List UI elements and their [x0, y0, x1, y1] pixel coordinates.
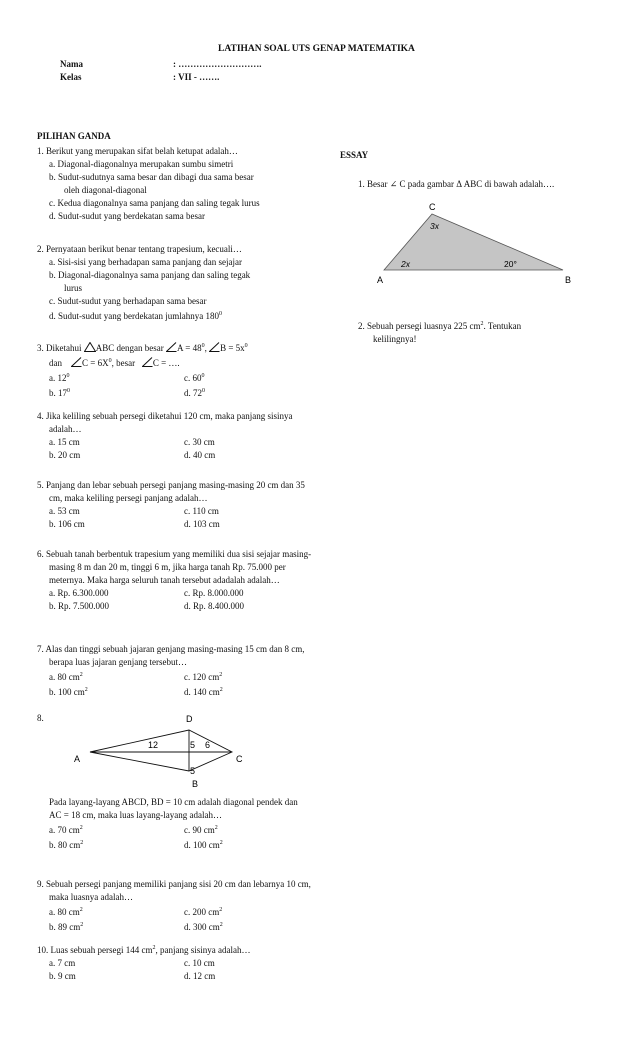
q9-option-c-text: c. 200 cm [184, 907, 220, 917]
q10-option-a: a. 7 cm [49, 958, 76, 968]
squared-sup: 2 [219, 922, 223, 928]
question-1-stem: 1. Berikut yang merupakan sifat belah ketupat adalah… [37, 146, 238, 156]
angle-icon [71, 357, 82, 367]
triangle-label-c: C [429, 202, 436, 212]
q3-option-b-text: b. 17 [49, 388, 67, 398]
question-5 [37, 479, 312, 531]
q3-text-2: ABC dengan besar [95, 343, 164, 353]
angle-c-label: 3x [430, 221, 439, 231]
q1-option-b: b. Sudut-sudutnya sama besar dan dibagi dua sama besar [49, 172, 254, 182]
q3-option-a [49, 370, 184, 385]
angle-a-label: 2x [401, 259, 410, 269]
question-4-stem: 4. Jika keliling sebuah persegi diketahui 120 cm, maka panjang sisinya adalah… [37, 411, 293, 434]
triangle-label-b: B [565, 275, 572, 285]
q9-option-a-text: a. 80 cm [49, 907, 80, 917]
q3-option-c [184, 370, 324, 385]
kite-length-12: 12 [148, 740, 159, 750]
essay-1-text: 1. Besar ∠ C pada gambar Δ ABC di bawah adalah…. [358, 179, 555, 189]
q7-option-a-text: a. 80 cm [49, 672, 80, 682]
kite-figure [60, 712, 260, 787]
question-6-stem: 6. Sebuah tanah berbentuk trapesium yang memiliki dua sisi sejajar masing-masing 8 m dan 20 m, tinggi 6 m, jika harga tanah Rp. 75.000 per meternya. Maka harga seluruh tanah tersebut adadalah adalah… [37, 549, 312, 585]
q8-option-a-text: a. 70 cm [49, 825, 80, 835]
degree-sup: 0 [108, 358, 112, 364]
q8-option-d [184, 837, 324, 852]
question-6 [37, 548, 312, 613]
q3-option-c-text: c. 60 [184, 373, 202, 383]
angle-icon [142, 357, 153, 367]
question-9-stem: 9. Sebuah persegi panjang memiliki panjang sisi 20 cm dan lebarnya 10 cm, maka luasnya adalah… [37, 879, 311, 902]
question-2-stem: 2. Pernyataan berikut benar tentang trapesium, kecuali… [37, 244, 242, 254]
squared-sup: 2 [79, 907, 83, 913]
degree-sup: 0 [201, 373, 205, 379]
q9-option-d [184, 919, 324, 934]
q2-option-d-text: d. Sudut-sudut yang berdekatan jumlahnya 180 [49, 311, 219, 321]
squared-sup: 2 [79, 825, 83, 831]
q3-line-2 [37, 355, 312, 370]
angle-b-label: 20° [504, 259, 517, 269]
question-8-stem: Pada layang-layang ABCD, BD = 10 cm adalah diagonal pendek dan AC = 18 cm, maka luas layang-layang adalah… [49, 797, 298, 820]
q3-text-1: 3. Diketahui [37, 343, 82, 353]
class-label: Kelas [60, 72, 82, 82]
q5-option-c: c. 110 cm [184, 506, 219, 516]
triangle-figure [370, 200, 590, 290]
q3-option-d-text: d. 72 [184, 388, 202, 398]
q7-option-a [49, 669, 184, 684]
q5-option-b: b. 106 cm [49, 519, 85, 529]
q3-dan: dan [49, 358, 62, 368]
q4-option-d: d. 40 cm [184, 450, 216, 460]
q6-option-b: b. Rp. 7.500.000 [49, 601, 110, 611]
q10-stem-a: 10. Luas sebuah persegi 144 cm [37, 945, 153, 955]
q2-option-d [49, 308, 312, 323]
q8-option-b-text: b. 80 cm [49, 840, 81, 850]
squared-sup: 2 [79, 672, 83, 678]
q10-stem-b: , panjang sisinya adalah… [155, 945, 251, 955]
q10-option-b: b. 9 cm [49, 971, 76, 981]
q3-angle-a: A = 48 [176, 343, 202, 353]
squared-sup: 2 [84, 687, 88, 693]
degree-sup: 0 [66, 373, 70, 379]
question-2 [37, 243, 312, 323]
kite-label-c: C [236, 754, 243, 764]
squared-sup: 2 [219, 687, 223, 693]
angle-icon [209, 342, 220, 352]
q3-line-1 [37, 340, 312, 355]
angle-icon [166, 342, 177, 352]
q3-angle-c-ask: C = …. [152, 358, 180, 368]
q3-comma: , [204, 343, 207, 353]
triangle-icon [84, 342, 96, 352]
page-title: LATIHAN SOAL UTS GENAP MATEMATIKA [218, 44, 415, 54]
q10-option-d: d. 12 cm [184, 971, 216, 981]
name-value: : ………………………. [173, 59, 262, 69]
essay-2-line-1 [358, 318, 521, 333]
essay-2-text-b: . Tentukan [483, 321, 522, 331]
kite-label-a: A [74, 754, 81, 764]
q8-option-b [49, 837, 184, 852]
question-8-number: 8. [37, 713, 44, 723]
q9-option-c [184, 904, 324, 919]
q1-option-d: d. Sudut-sudut yang berdekatan sama besar [49, 211, 205, 221]
q4-option-b: b. 20 cm [49, 450, 81, 460]
q3-angle-b: B = 5x [220, 343, 245, 353]
q7-option-c [184, 669, 324, 684]
question-7-stem: 7. Alas dan tinggi sebuah jajaran genjang masing-masing 15 cm dan 8 cm, berapa luas jajaran genjang tersebut… [37, 644, 305, 667]
question-9 [37, 878, 312, 934]
question-7 [37, 643, 312, 699]
q1-option-c: c. Kedua diagonalnya sama panjang dan saling tegak lurus [49, 198, 260, 208]
q8-option-c [184, 822, 324, 837]
question-4 [37, 410, 312, 462]
question-5-stem: 5. Panjang dan lebar sebuah persegi panjang masing-masing 20 cm dan 35 cm, maka keliling persegi panjang adalah… [37, 480, 305, 503]
class-value: : VII - ……. [173, 72, 220, 82]
kite-length-6: 6 [205, 740, 211, 750]
question-1 [37, 145, 312, 223]
kite-length-5-bottom: 5 [190, 766, 196, 776]
section-pilihan-ganda: PILIHAN GANDA [37, 131, 111, 141]
kite-label-b: B [192, 779, 199, 787]
degree-sup: 0 [218, 311, 222, 317]
q3-option-b [49, 385, 184, 400]
q9-option-d-text: d. 300 cm [184, 922, 220, 932]
question-10 [37, 942, 312, 983]
q2-option-b: b. Diagonal-diagonalnya sama panjang dan saling tegak [49, 270, 251, 280]
triangle-label-a: A [377, 275, 384, 285]
question-8 [37, 796, 312, 852]
degree-sup: 0 [67, 388, 70, 394]
name-label: Nama [60, 59, 83, 69]
q1-option-a: a. Diagonal-diagonalnya merupakan sumbu simetri [49, 159, 234, 169]
q3-option-a-text: a. 12 [49, 373, 67, 383]
q2-option-b-cont: lurus [64, 283, 82, 293]
q5-option-d: d. 103 cm [184, 519, 220, 529]
squared-sup: 2 [219, 840, 223, 846]
q7-option-b [49, 684, 184, 699]
q2-option-c: c. Sudut-sudut yang berhadapan sama besar [49, 296, 207, 306]
q7-option-c-text: c. 120 cm [184, 672, 220, 682]
kite-label-d: D [186, 714, 193, 724]
question-3 [37, 340, 312, 400]
essay-2-line-2: kelilingnya! [373, 334, 417, 344]
squared-sup: 2 [152, 945, 156, 951]
q6-option-d: d. Rp. 8.400.000 [184, 601, 245, 611]
degree-sup: 0 [201, 343, 205, 349]
q2-option-a: a. Sisi-sisi yang berhadapan sama panjang dan sejajar [49, 257, 242, 267]
q9-option-a [49, 904, 184, 919]
q8-option-c-text: c. 90 cm [184, 825, 215, 835]
q8-option-d-text: d. 100 cm [184, 840, 220, 850]
squared-sup: 2 [80, 922, 84, 928]
essay-2-text-a: 2. Sebuah persegi luasnya 225 cm [358, 321, 481, 331]
q3-besar: , besar [111, 358, 136, 368]
section-essay: ESSAY [340, 150, 369, 160]
squared-sup: 2 [480, 321, 484, 327]
q9-option-b-text: b. 89 cm [49, 922, 81, 932]
squared-sup: 2 [219, 907, 223, 913]
q7-option-d-text: d. 140 cm [184, 687, 220, 697]
q6-option-a: a. Rp. 6.300.000 [49, 588, 109, 598]
q8-option-a [49, 822, 184, 837]
degree-sup: 0 [202, 388, 205, 394]
essay-2 [358, 318, 521, 346]
q7-option-b-text: b. 100 cm [49, 687, 85, 697]
q7-option-d [184, 684, 324, 699]
squared-sup: 2 [80, 840, 84, 846]
q3-option-d [184, 385, 324, 400]
q3-angle-c: C = 6X [82, 358, 109, 368]
q6-option-c: c. Rp. 8.000.000 [184, 588, 244, 598]
q4-option-c: c. 30 cm [184, 437, 215, 447]
question-10-stem [37, 942, 312, 957]
q9-option-b [49, 919, 184, 934]
q5-option-a: a. 53 cm [49, 506, 80, 516]
q10-option-c: c. 10 cm [184, 958, 215, 968]
q4-option-a: a. 15 cm [49, 437, 80, 447]
q1-option-b-cont: oleh diagonal-diagonal [64, 185, 147, 195]
squared-sup: 2 [214, 825, 218, 831]
degree-sup: 0 [244, 343, 248, 349]
kite-length-5-top: 5 [190, 740, 196, 750]
squared-sup: 2 [219, 672, 223, 678]
